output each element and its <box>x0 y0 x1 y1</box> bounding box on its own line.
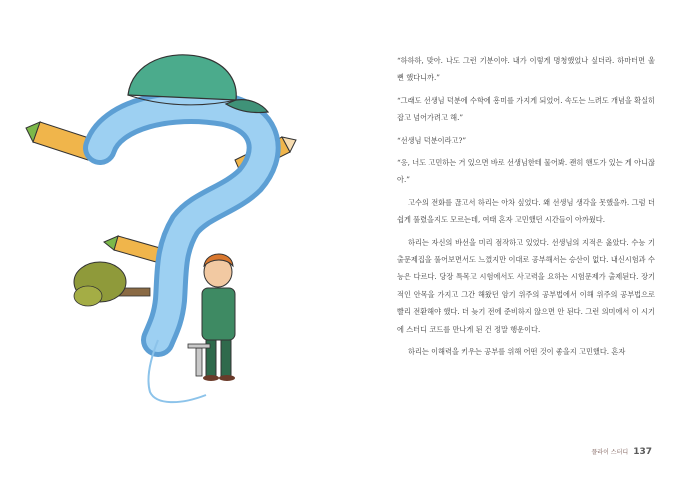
page-number: 137 <box>633 447 652 457</box>
paragraph-dialogue-4: “응, 너도 고민하는 거 있으면 바로 선생님한테 물어봐. 괜히 핸도가 있는 게 아니잖아.” <box>397 158 655 185</box>
paragraph-narration-1: 고수의 전화를 끊고서 하리는 아차 싶었다. 왜 선생님 생각을 못했을까. 그럼 더 쉽게 풀렸을지도 모르는데, 여태 혼자 고민했던 시간들이 아까웠다. <box>397 197 655 225</box>
paragraph-narration-2: 하리는 자신의 바선을 미리 점작하고 있었다. 선생님의 지적은 옳았다. 수능 기출문제집을 풀어보면서도 느꼈지만 이대로 공부해서는 승산이 없다. 내신시험과 수능은 다르다. 당장 특목고 시험에서도 사고력을 요하는 시험문제가 출제된다. 장기적인 안목을 가지고 그간 해왔던 암기 위주의 공부법에서 이해 위주의 공부법으로 빨리 전환해야 했다. 더 늦기 전에 준비하지 않으면 안 된다. 그런 의미에서 이 시기에 스터디 코드를 만나게 된 건 정말 행운이다. <box>397 237 655 334</box>
paragraph-dialogue-3: “선생님 덕분이라고?” <box>397 135 467 145</box>
body-text <box>397 52 655 361</box>
book-title: 플라이 스터디 <box>591 449 629 456</box>
question-mark-cloud <box>100 107 264 402</box>
student-icon <box>202 254 235 381</box>
paragraph-dialogue-1: “하하하, 맞아. 나도 그런 기분이야. 내가 이렇게 명청했었나 싶더라. 하마터면 울 뻔 했다니까.” <box>397 56 655 83</box>
tree-icon <box>74 262 150 306</box>
pencil-middle <box>104 236 160 262</box>
paragraph-dialogue-2: “그래도 선생님 덕분에 수학에 흥미를 가지게 되었어. 속도는 느려도 개념을 확실히 잡고 넘어가려고 해.” <box>397 95 655 123</box>
paragraph-narration-3: 하리는 이해력을 키우는 공부를 위해 어떤 것이 좋을지 고민했다. 혼자 <box>408 347 626 357</box>
page-footer <box>592 447 652 457</box>
